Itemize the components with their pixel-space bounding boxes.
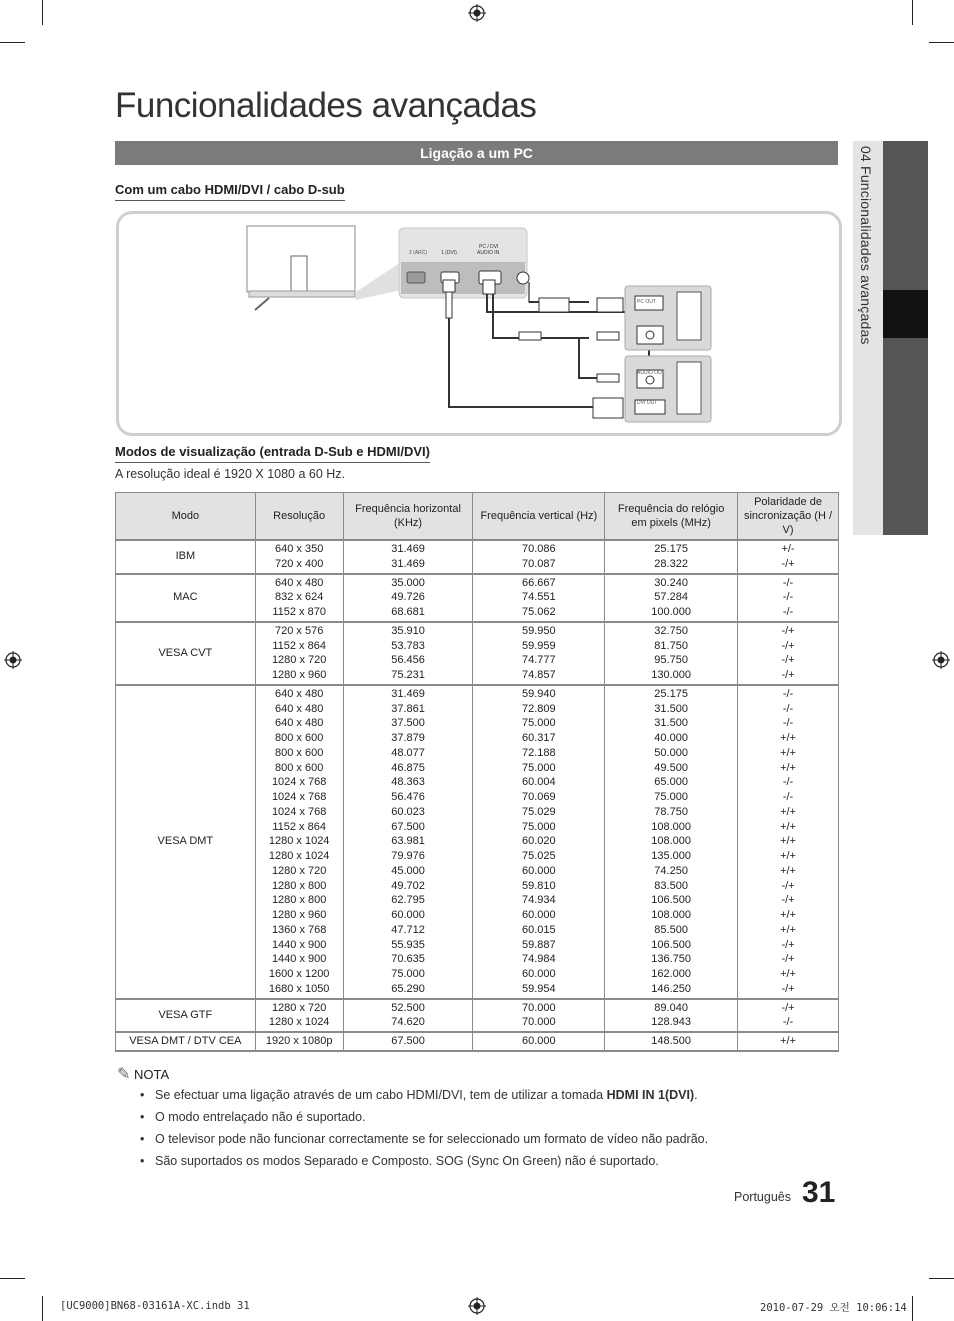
note-emphasis: HDMI IN 1(DVI) bbox=[606, 1088, 695, 1102]
ideal-resolution-text: A resolução ideal é 1920 X 1080 a 60 Hz. bbox=[115, 467, 346, 481]
note-item bbox=[137, 1086, 837, 1108]
vertical-freq-cell: 70.086 70.087 bbox=[473, 540, 605, 574]
note-item bbox=[137, 1130, 837, 1152]
vertical-freq-cell: 70.000 70.000 bbox=[473, 999, 605, 1033]
table-row bbox=[116, 999, 839, 1033]
tv-base bbox=[249, 291, 355, 297]
horizontal-freq-cell: 67.500 bbox=[343, 1032, 473, 1051]
pc-out-label: PC OUT bbox=[637, 299, 656, 305]
print-timestamp: 2010-07-29 오전 10:06:14 bbox=[760, 1302, 907, 1314]
col-header-vertical-freq: Frequência vertical (Hz) bbox=[473, 493, 605, 541]
side-chapter-label: 04 Funcionalidades avançadas bbox=[858, 146, 874, 345]
connection-diagram-illustration bbox=[119, 214, 839, 433]
crop-mark bbox=[929, 42, 954, 43]
mode-cell: VESA CVT bbox=[116, 622, 256, 685]
section-heading: Ligação a um PC bbox=[115, 141, 838, 165]
dvi-connector bbox=[593, 398, 623, 418]
page-number: 31 bbox=[802, 1176, 836, 1209]
subheading-modes: Modos de visualização (entrada D-Sub e HDMI/DVI) bbox=[115, 444, 430, 463]
note-text: O televisor pode não funcionar correctamente se for seleccionado um formato de vídeo não padrão. bbox=[155, 1132, 709, 1146]
resolution-cell: 640 x 350 720 x 400 bbox=[255, 540, 343, 574]
mode-cell: VESA DMT bbox=[116, 685, 256, 999]
pencil-icon: ✎ bbox=[117, 1066, 131, 1083]
callout-wedge bbox=[356, 262, 401, 300]
crop-mark bbox=[929, 1278, 954, 1279]
subheading-cable: Com um cabo HDMI/DVI / cabo D-sub bbox=[115, 182, 345, 201]
note-text: Se efectuar uma ligação através de um cabo HDMI/DVI, tem de utilizar a tomada bbox=[155, 1088, 607, 1102]
pixel-clock-cell: 30.240 57.284 100.000 bbox=[605, 574, 738, 622]
pixel-clock-cell: 148.500 bbox=[605, 1032, 738, 1051]
mode-cell: IBM bbox=[116, 540, 256, 574]
port-label-hdmi2: 2 (ARC) bbox=[409, 250, 428, 256]
resolution-cell: 640 x 480 832 x 624 1152 x 870 bbox=[255, 574, 343, 622]
table-header-row bbox=[116, 493, 839, 541]
col-header-mode: Modo bbox=[116, 493, 256, 541]
side-tab-strip bbox=[883, 141, 928, 535]
page-title: Funcionalidades avançadas bbox=[115, 86, 537, 125]
mode-cell: MAC bbox=[116, 574, 256, 622]
note-text: O modo entrelaçado não é suportado. bbox=[155, 1110, 366, 1124]
audio-plug-tv bbox=[519, 332, 541, 340]
col-header-sync-polarity: Polaridade de sincronização (H / V) bbox=[738, 493, 839, 541]
horizontal-freq-cell: 31.469 37.861 37.500 37.879 48.077 46.875 48.363 56.476 60.023 67.500 63.981 79.976 45.000 49.702 62.795 60.000 47.712 55.935 70.635 75.000 65.290 bbox=[343, 685, 473, 999]
display-modes-table bbox=[115, 492, 839, 1052]
crop-mark bbox=[42, 1296, 43, 1321]
audio-in-port bbox=[517, 272, 529, 284]
vertical-freq-cell: 60.000 bbox=[473, 1032, 605, 1051]
dsub-connector-tv bbox=[539, 298, 569, 312]
horizontal-freq-cell: 35.000 49.726 68.681 bbox=[343, 574, 473, 622]
dvi-out-label: DVI OUT bbox=[637, 400, 658, 406]
sync-polarity-cell: -/+ -/- bbox=[738, 999, 839, 1033]
table-row bbox=[116, 685, 839, 999]
mode-cell: VESA GTF bbox=[116, 999, 256, 1033]
sync-polarity-cell: +/+ bbox=[738, 1032, 839, 1051]
resolution-cell: 640 x 480 640 x 480 640 x 480 800 x 600 800 x 600 800 x 600 1024 x 768 1024 x 768 1024 x 768 1152 x 864 1280 x 1024 1280 x 1024 1280 x 720 1280 x 800 1280 x 800 1280 x 960 1360 x 768 1440 x 900 1440 x 900 1600 x 1200 1680 x 1050 bbox=[255, 685, 343, 999]
crop-mark bbox=[0, 42, 25, 43]
pixel-clock-cell: 32.750 81.750 95.750 130.000 bbox=[605, 622, 738, 685]
col-header-horizontal-freq: Frequência horizontal (KHz) bbox=[343, 493, 473, 541]
registration-mark-icon bbox=[4, 651, 22, 669]
table-row bbox=[116, 622, 839, 685]
resolution-cell: 1920 x 1080p bbox=[255, 1032, 343, 1051]
print-file-info: [UC9000]BN68-03161A-XC.indb 31 bbox=[60, 1300, 250, 1312]
audio-out-label: AUDIO OUT bbox=[637, 370, 665, 376]
note-heading-label: NOTA bbox=[134, 1067, 170, 1082]
table-row bbox=[116, 1032, 839, 1051]
resolution-cell: 720 x 576 1152 x 864 1280 x 720 1280 x 960 bbox=[255, 622, 343, 685]
sync-polarity-cell: -/- -/- -/- +/+ +/+ +/+ -/- -/- +/+ +/+ +/+ +/+ +/+ -/+ -/+ +/+ +/+ -/+ -/+ +/+ -/+ bbox=[738, 685, 839, 999]
pixel-clock-cell: 89.040 128.943 bbox=[605, 999, 738, 1033]
registration-mark-icon bbox=[468, 1297, 486, 1315]
table-row bbox=[116, 574, 839, 622]
horizontal-freq-cell: 31.469 31.469 bbox=[343, 540, 473, 574]
vertical-freq-cell: 59.940 72.809 75.000 60.317 72.188 75.000 60.004 70.069 75.029 75.000 60.020 75.025 60.000 59.810 74.934 60.000 60.015 59.887 74.984 60.000 59.954 bbox=[473, 685, 605, 999]
note-heading bbox=[117, 1064, 169, 1084]
pixel-clock-cell: 25.175 31.500 31.500 40.000 50.000 49.500 65.000 75.000 78.750 108.000 108.000 135.000 74.250 83.500 106.500 108.000 85.500 106.500 136.750 162.000 146.250 bbox=[605, 685, 738, 999]
port-label-audio: AUDIO IN bbox=[477, 250, 500, 256]
tv-stand bbox=[291, 256, 307, 294]
note-text: São suportados os modos Separado e Composto. SOG (Sync On Green) não é suportado. bbox=[155, 1154, 659, 1168]
audio-plug-pc bbox=[597, 332, 619, 340]
dsub-connector-pc bbox=[597, 298, 623, 312]
crop-mark bbox=[912, 0, 913, 25]
resolution-cell: 1280 x 720 1280 x 1024 bbox=[255, 999, 343, 1033]
crop-mark bbox=[912, 1296, 913, 1321]
mode-cell: VESA DMT / DTV CEA bbox=[116, 1032, 256, 1051]
crop-mark bbox=[0, 1278, 25, 1279]
hdmi-port-2 bbox=[407, 272, 425, 283]
col-header-resolution: Resolução bbox=[255, 493, 343, 541]
note-text-end: . bbox=[694, 1088, 698, 1102]
port-label-hdmi1: 1 (DVI) bbox=[441, 250, 457, 256]
language-label: Português bbox=[734, 1190, 791, 1204]
vertical-freq-cell: 59.950 59.959 74.777 74.857 bbox=[473, 622, 605, 685]
sync-polarity-cell: -/+ -/+ -/+ -/+ bbox=[738, 622, 839, 685]
sync-polarity-cell: -/- -/- -/- bbox=[738, 574, 839, 622]
note-item bbox=[137, 1152, 837, 1174]
port-label-pc: PC / DVI bbox=[479, 244, 499, 250]
horizontal-freq-cell: 52.500 74.620 bbox=[343, 999, 473, 1033]
connection-diagram bbox=[116, 211, 842, 436]
notes-list bbox=[137, 1086, 837, 1174]
sync-polarity-cell: +/- -/+ bbox=[738, 540, 839, 574]
table-row bbox=[116, 540, 839, 574]
col-header-pixel-clock: Frequência do relógio em pixels (MHz) bbox=[605, 493, 738, 541]
horizontal-freq-cell: 35.910 53.783 56.456 75.231 bbox=[343, 622, 473, 685]
crop-mark bbox=[42, 0, 43, 25]
vertical-freq-cell: 66.667 74.551 75.062 bbox=[473, 574, 605, 622]
registration-mark-icon bbox=[468, 4, 486, 22]
note-item bbox=[137, 1108, 837, 1130]
pixel-clock-cell: 25.175 28.322 bbox=[605, 540, 738, 574]
registration-mark-icon bbox=[932, 651, 950, 669]
side-tab-marker bbox=[883, 290, 928, 338]
audio-plug-dvi bbox=[597, 374, 619, 382]
